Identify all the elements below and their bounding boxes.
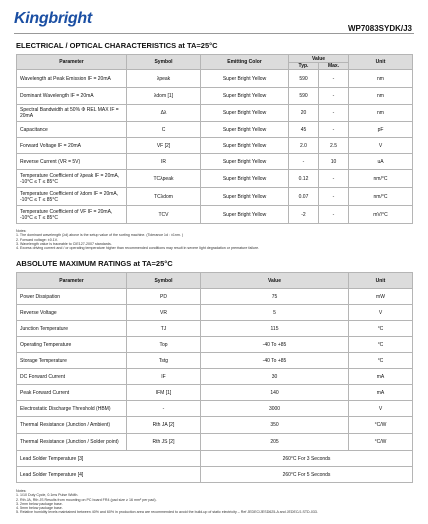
- value-cell: 260°C For 3 Seconds: [201, 451, 413, 467]
- symbol-cell: λpeak: [127, 70, 201, 88]
- note-line: 4. 5mm below package base.: [16, 506, 63, 511]
- unit-cell: mV/°C: [349, 206, 413, 224]
- value-cell: 3000: [201, 401, 349, 417]
- table-row: [17, 206, 413, 224]
- symbol-cell: TCλdom: [127, 188, 201, 206]
- note-line: 1. The dominant wavelength (λd) above is the setup value of the sorting machine. (Tolerance λd : ±1nm. ): [16, 233, 184, 238]
- param-cell: Storage Temperature: [17, 353, 127, 369]
- note-line: 1. 1/10 Duty Cycle, 0.1ms Pulse Width.: [16, 493, 79, 498]
- note-line: 3. 2mm below package base.: [16, 501, 63, 506]
- symbol-cell: Δλ: [127, 105, 201, 122]
- page-header: [14, 10, 414, 32]
- unit-cell: °C/W: [349, 434, 413, 451]
- table-row: [17, 467, 413, 483]
- symbol-cell: IR: [127, 154, 201, 170]
- unit-cell: V: [349, 401, 413, 417]
- typ-cell: 590: [289, 88, 319, 105]
- typ-cell: 0.07: [289, 188, 319, 206]
- symbol-cell: TJ: [127, 321, 201, 337]
- color-cell: Super Bright Yellow: [201, 105, 289, 122]
- unit-cell: mA: [349, 369, 413, 385]
- param-cell: DC Forward Current: [17, 369, 127, 385]
- param-cell: Thermal Resistance (Junction / Solder point): [17, 434, 127, 451]
- param-cell: Junction Temperature: [17, 321, 127, 337]
- note-line: 2. Rth JA, Rth JS Results from mounting on PC board FR4 (pad size ≥ 16 mm² per pad).: [16, 497, 157, 502]
- table-row: [17, 70, 413, 88]
- value-cell: 115: [201, 321, 349, 337]
- symbol-cell: λdom [1]: [127, 88, 201, 105]
- part-number: WP7083SYDK/J3: [347, 24, 412, 33]
- symbol-cell: Tstg: [127, 353, 201, 369]
- electrical-section-title: ELECTRICAL / OPTICAL CHARACTERISTICS at TA=25°C: [16, 41, 218, 50]
- brand-logo: Kingbright: [14, 10, 92, 27]
- unit-cell: nm: [349, 88, 413, 105]
- table-row: [17, 305, 413, 321]
- electrical-notes: [16, 229, 412, 250]
- color-cell: Super Bright Yellow: [201, 170, 289, 188]
- param-cell: Operating Temperature: [17, 337, 127, 353]
- unit-cell: V: [349, 138, 413, 154]
- max-cell: -: [319, 88, 349, 105]
- table-row: [17, 451, 413, 467]
- note-line: 2. Forward voltage: ±0.1V.: [16, 237, 58, 242]
- col-header-value: Value: [201, 273, 349, 289]
- header-divider: [14, 33, 414, 34]
- symbol-cell: IF: [127, 369, 201, 385]
- param-cell: Temperature Coefficient of λpeak IF = 20mA, -10°C ≤ T ≤ 85°C: [17, 170, 127, 188]
- unit-cell: °C: [349, 321, 413, 337]
- unit-cell: °C: [349, 337, 413, 353]
- typ-cell: 20: [289, 105, 319, 122]
- note-line: 5. Relative humidity levels maintained between 40% and 60% in production area are recommended to avoid the build-up of static electricity – Ref JEDEC/JESD625-A and JEDEC/J-STD-033.: [16, 510, 318, 515]
- typ-cell: 0.12: [289, 170, 319, 188]
- table-row: [17, 154, 413, 170]
- col-header-emitting-color: Emitting Color: [201, 55, 289, 70]
- table-row: [17, 321, 413, 337]
- symbol-cell: -: [127, 401, 201, 417]
- table-row: [17, 434, 413, 451]
- electrical-table: [16, 54, 413, 224]
- color-cell: Super Bright Yellow: [201, 188, 289, 206]
- param-cell: Lead Solder Temperature [4]: [17, 467, 201, 483]
- unit-cell: nm/°C: [349, 188, 413, 206]
- param-cell: Wavelength at Peak Emission IF = 20mA: [17, 70, 127, 88]
- value-cell: 350: [201, 417, 349, 434]
- param-cell: Temperature Coefficient of λdom IF = 20mA, -10°C ≤ T ≤ 85°C: [17, 188, 127, 206]
- table-row: [17, 289, 413, 305]
- max-cell: -: [319, 105, 349, 122]
- value-cell: 140: [201, 385, 349, 401]
- value-cell: 260°C For 5 Seconds: [201, 467, 413, 483]
- param-cell: Dominant Wavelength IF = 20mA: [17, 88, 127, 105]
- symbol-cell: Rth JS [2]: [127, 434, 201, 451]
- param-cell: Forward Voltage IF = 20mA: [17, 138, 127, 154]
- table-row: [17, 417, 413, 434]
- col-header-symbol: Symbol: [127, 55, 201, 70]
- color-cell: Super Bright Yellow: [201, 206, 289, 224]
- unit-cell: uA: [349, 154, 413, 170]
- typ-cell: -2: [289, 206, 319, 224]
- note-line: Notes:: [16, 489, 27, 493]
- table-row: [17, 138, 413, 154]
- max-cell: -: [319, 170, 349, 188]
- unit-cell: nm: [349, 70, 413, 88]
- col-header-typ: Typ.: [289, 63, 319, 70]
- unit-cell: °C/W: [349, 417, 413, 434]
- value-cell: 75: [201, 289, 349, 305]
- absolute-ratings-table: [16, 272, 413, 483]
- table-row: [17, 369, 413, 385]
- max-cell: -: [319, 188, 349, 206]
- col-header-unit: Unit: [349, 55, 413, 70]
- max-cell: -: [319, 70, 349, 88]
- unit-cell: mW: [349, 289, 413, 305]
- unit-cell: V: [349, 305, 413, 321]
- param-cell: Capacitance: [17, 122, 127, 138]
- table-row: [17, 170, 413, 188]
- typ-cell: 2.0: [289, 138, 319, 154]
- param-cell: Power Dissipation: [17, 289, 127, 305]
- max-cell: -: [319, 206, 349, 224]
- param-cell: Electrostatic Discharge Threshold (HBM): [17, 401, 127, 417]
- color-cell: Super Bright Yellow: [201, 154, 289, 170]
- note-line: 3. Wavelength value is traceable to CIE127-2007 standards.: [16, 241, 112, 246]
- symbol-cell: PD: [127, 289, 201, 305]
- col-header-unit: Unit: [349, 273, 413, 289]
- table-row: [17, 122, 413, 138]
- param-cell: Lead Solder Temperature [3]: [17, 451, 201, 467]
- max-cell: 10: [319, 154, 349, 170]
- color-cell: Super Bright Yellow: [201, 88, 289, 105]
- param-cell: Spectral Bandwidth at 50% Φ REL MAX IF = 20mA: [17, 105, 127, 122]
- param-cell: Temperature Coefficient of VF IF = 20mA, -10°C ≤ T ≤ 85°C: [17, 206, 127, 224]
- note-line: Notes:: [16, 229, 27, 233]
- unit-cell: °C: [349, 353, 413, 369]
- max-cell: 2.5: [319, 138, 349, 154]
- col-header-value: Value: [289, 55, 349, 63]
- symbol-cell: TCλpeak: [127, 170, 201, 188]
- value-cell: 205: [201, 434, 349, 451]
- absolute-section-title: ABSOLUTE MAXIMUM RATINGS at TA=25°C: [16, 259, 173, 268]
- symbol-cell: C: [127, 122, 201, 138]
- typ-cell: -: [289, 154, 319, 170]
- unit-cell: nm/°C: [349, 170, 413, 188]
- unit-cell: pF: [349, 122, 413, 138]
- table-row: [17, 385, 413, 401]
- max-cell: -: [319, 122, 349, 138]
- color-cell: Super Bright Yellow: [201, 122, 289, 138]
- col-header-parameter: Parameter: [17, 55, 127, 70]
- value-cell: 30: [201, 369, 349, 385]
- col-header-max: Max.: [319, 63, 349, 70]
- typ-cell: 590: [289, 70, 319, 88]
- table-row: [17, 337, 413, 353]
- note-line: 4. Excess driving current and / or operating temperature higher than recommended conditions may result in severe light degradation or premature failure.: [16, 246, 260, 251]
- value-cell: 5: [201, 305, 349, 321]
- color-cell: Super Bright Yellow: [201, 138, 289, 154]
- absolute-notes: [16, 489, 412, 515]
- param-cell: Thermal Resistance (Junction / Ambient): [17, 417, 127, 434]
- symbol-cell: VR: [127, 305, 201, 321]
- symbol-cell: Top: [127, 337, 201, 353]
- typ-cell: 45: [289, 122, 319, 138]
- symbol-cell: IFM [1]: [127, 385, 201, 401]
- color-cell: Super Bright Yellow: [201, 70, 289, 88]
- col-header-parameter: Parameter: [17, 273, 127, 289]
- param-cell: Reverse Current (VR = 5V): [17, 154, 127, 170]
- table-row: [17, 353, 413, 369]
- unit-cell: nm: [349, 105, 413, 122]
- table-row: [17, 88, 413, 105]
- symbol-cell: TCV: [127, 206, 201, 224]
- col-header-symbol: Symbol: [127, 273, 201, 289]
- value-cell: -40 To +85: [201, 353, 349, 369]
- param-cell: Peak Forward Current: [17, 385, 127, 401]
- table-row: [17, 401, 413, 417]
- table-row: [17, 188, 413, 206]
- symbol-cell: Rth JA [2]: [127, 417, 201, 434]
- value-cell: -40 To +85: [201, 337, 349, 353]
- table-row: [17, 105, 413, 122]
- unit-cell: mA: [349, 385, 413, 401]
- param-cell: Reverse Voltage: [17, 305, 127, 321]
- symbol-cell: VF [2]: [127, 138, 201, 154]
